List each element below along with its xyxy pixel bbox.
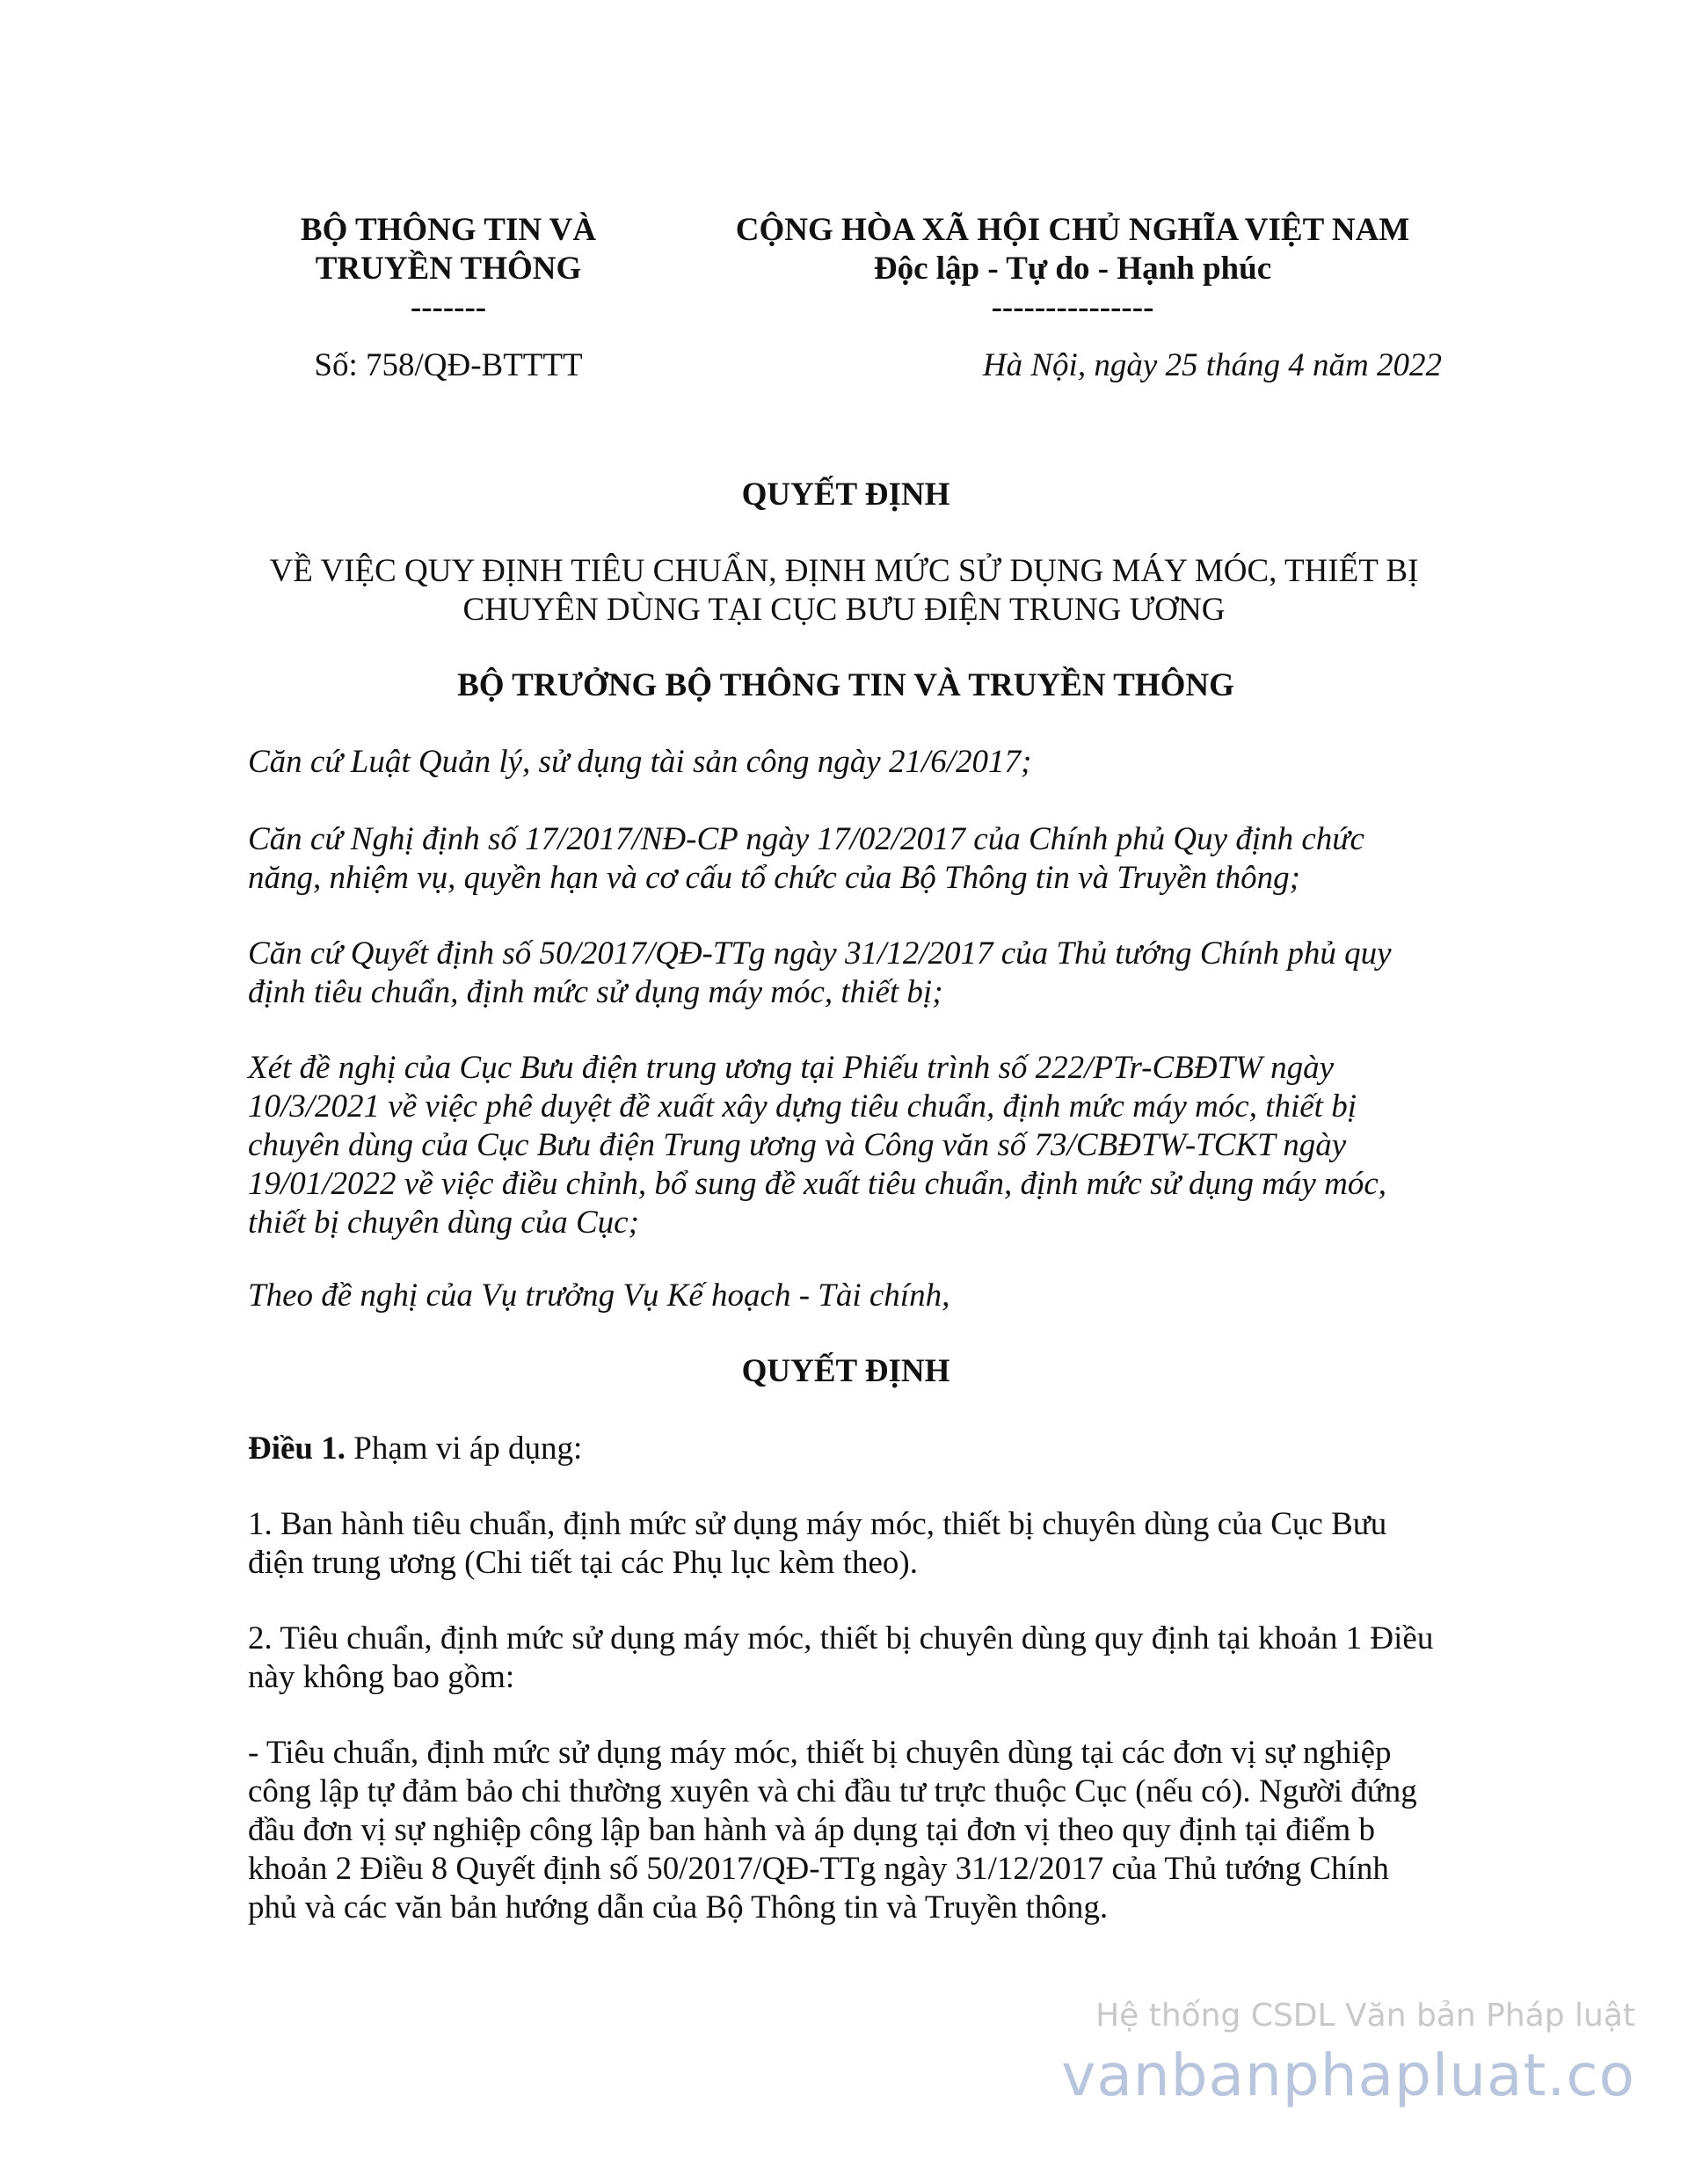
preamble-item: Theo đề nghị của Vụ trưởng Vụ Kế hoạch - Tài chính, bbox=[248, 1278, 950, 1314]
article-clause: 2. Tiêu chuẩn, định mức sử dụng máy móc, thiết bị chuyên dùng quy định tại khoản 1 Điều này không bao gồm: bbox=[248, 1620, 1434, 1695]
document-number: Số: 758/QĐ-BTTTT bbox=[314, 347, 583, 383]
issuing-agency bbox=[255, 211, 642, 327]
preamble-item: Căn cứ Quyết định số 50/2017/QĐ-TTg ngày 31/12/2017 của Thủ tướng Chính phủ quy định tiêu chuẩn, định mức sử dụng máy móc, thiết bị; bbox=[248, 935, 1392, 1010]
agency-line-1: BỘ THÔNG TIN VÀ bbox=[300, 212, 597, 248]
subject-line-1: VỀ VIỆC QUY ĐỊNH TIÊU CHUẨN, ĐỊNH MỨC SỬ DỤNG MÁY MÓC, THIẾT BỊ bbox=[269, 553, 1419, 589]
authority-heading: BỘ TRƯỞNG BỘ THÔNG TIN VÀ TRUYỀN THÔNG bbox=[457, 667, 1234, 703]
article-title: Phạm vi áp dụng: bbox=[346, 1431, 583, 1467]
preamble-item: Căn cứ Nghị định số 17/2017/NĐ-CP ngày 17/02/2017 của Chính phủ Quy định chức năng, nhiệm vụ, quyền hạn và cơ cấu tổ chức của Bộ Thông tin và Truyền thông; bbox=[248, 821, 1364, 896]
watermark-site: vanbanphapluat.co bbox=[1061, 2042, 1635, 2109]
article-clause: 1. Ban hành tiêu chuẩn, định mức sử dụng máy móc, thiết bị chuyên dùng của Cục Bưu điện trung ương (Chi tiết tại các Phụ lục kèm theo). bbox=[248, 1506, 1387, 1581]
article-1-heading bbox=[248, 1430, 1444, 1468]
preamble-item: Xét đề nghị của Cục Bưu điện trung ương tại Phiếu trình số 222/PTr-CBĐTW ngày 10/3/2021 về việc phê duyệt đề xuất xây dựng tiêu chuẩn, định mức máy móc, thiết bị chuyên dùng của Cục Bưu điện Trung ương và Công văn số 73/CBĐTW-TCKT ngày 19/01/2022 về việc điều chỉnh, bổ sung đề xuất tiêu chuẩn, định mức sử dụng máy móc, thiết bị chuyên dùng của Cục; bbox=[248, 1050, 1386, 1241]
watermark-caption: Hệ thống CSDL Văn bản Pháp luật bbox=[1095, 1998, 1635, 2034]
agency-line-2: TRUYỀN THÔNG bbox=[315, 251, 582, 287]
article-label: Điều 1. bbox=[248, 1431, 346, 1467]
place-and-date: Hà Nội, ngày 25 tháng 4 năm 2022 bbox=[982, 347, 1442, 383]
motto: Độc lập - Tự do - Hạnh phúc bbox=[873, 251, 1272, 287]
motto-divider: --------------- bbox=[991, 289, 1154, 325]
subject-line-2: CHUYÊN DÙNG TẠI CỤC BƯU ĐIỆN TRUNG ƯƠNG bbox=[462, 592, 1226, 628]
decision-heading: QUYẾT ĐỊNH bbox=[741, 1353, 950, 1389]
country-name: CỘNG HÒA XÃ HỘI CHỦ NGHĨA VIỆT NAM bbox=[735, 212, 1410, 248]
agency-divider: ------- bbox=[410, 289, 487, 325]
national-motto bbox=[703, 211, 1442, 327]
document-title: QUYẾT ĐỊNH bbox=[741, 477, 950, 513]
article-clause: - Tiêu chuẩn, định mức sử dụng máy móc, thiết bị chuyên dùng tại các đơn vị sự nghiệp công lập tự đảm bảo chi thường xuyên và chi đầu tư trực thuộc Cục (nếu có). Người đứng đầu đơn vị sự nghiệp công lập ban hành và áp dụng tại đơn vị theo quy định tại điểm b khoản 2 Điều 8 Quyết định số 50/2017/QĐ-TTg ngày 31/12/2017 của Thủ tướng Chính phủ và các văn bản hướng dẫn của Bộ Thông tin và Truyền thông. bbox=[248, 1735, 1417, 1926]
preamble-item: Căn cứ Luật Quản lý, sử dụng tài sản công ngày 21/6/2017; bbox=[248, 744, 1032, 780]
document-subject bbox=[176, 552, 1512, 630]
